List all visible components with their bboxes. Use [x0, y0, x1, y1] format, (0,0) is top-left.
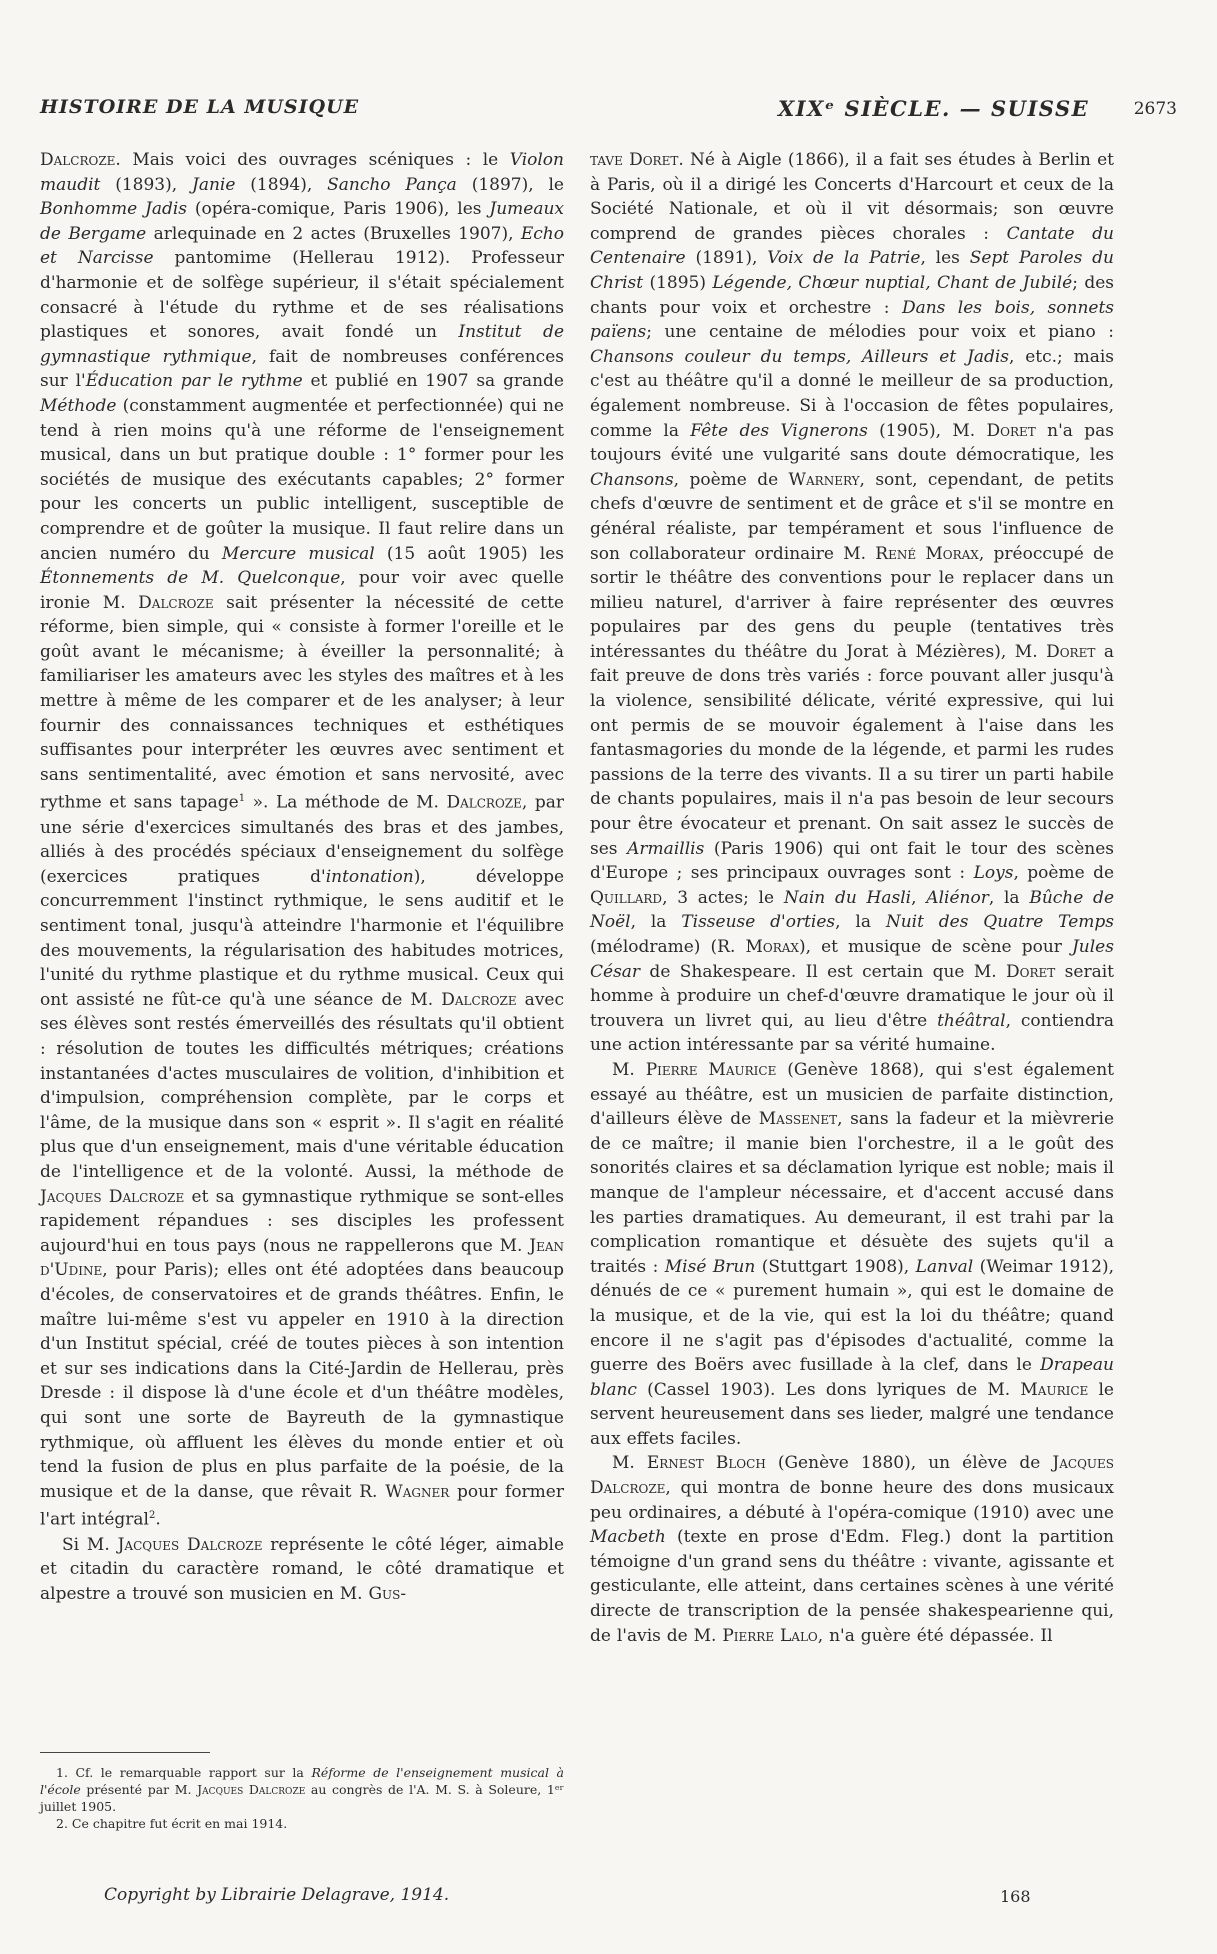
text-run: ; une centaine de mélodies pour voix et piano :	[646, 322, 1114, 343]
text-run: (1895)	[643, 272, 713, 293]
text-run: , la	[835, 912, 886, 933]
smallcaps-run: Doret	[1006, 961, 1056, 982]
text-run: (Genève 1868), qui s'est également essayé au théâtre, est un musicien de parfaite distinction, d'ailleurs élève de	[590, 1059, 1114, 1130]
smallcaps-run: Ernest Bloch	[646, 1453, 766, 1474]
italic-run: Armaillis	[627, 838, 705, 859]
header-book-title: HISTOIRE DE LA MUSIQUE	[40, 96, 360, 118]
smallcaps-run: Jacques Dalcroze	[590, 1453, 1115, 1499]
italic-run: Légende, Chœur nuptial, Chant de Jubilé	[712, 272, 1073, 293]
smallcaps-run: Dalcroze	[446, 793, 522, 814]
italic-run: Tisseuse d'orties	[681, 912, 836, 933]
text-run: ,	[911, 887, 927, 908]
text-run: (texte en prose d'Edm. Fleg.) dont la partition témoigne d'un grand sens du théâtre : vivante, agissante et gesticulante, elle atteint, dans certaines scènes à une vérité directe de transcription de la pensée shakespearienne qui, de l'avis de M.	[590, 1527, 1114, 1646]
italic-run: Jules César	[590, 937, 1114, 982]
text-run: et publié en 1907 sa grande	[302, 371, 564, 392]
italic-run: Cantate du Centenaire	[590, 223, 1114, 269]
text-run: (Stuttgart 1908),	[755, 1256, 916, 1277]
text-run: 1. Cf. le remarquable rapport sur la	[56, 1765, 312, 1780]
text-run: (Paris 1906) qui ont fait le tour des scènes d'Europe ; ses principaux ouvrages sont :	[590, 838, 1114, 884]
italic-run: Fête des Vignerons	[690, 420, 868, 441]
paragraph	[590, 1058, 1114, 1452]
smallcaps-run: Maurice	[1020, 1379, 1089, 1400]
text-run: , contiendra une action intéressante par sa vérité humaine.	[590, 1010, 1115, 1056]
text-run: (1897), le	[456, 174, 564, 195]
italic-run: intonation	[325, 866, 414, 887]
running-header	[40, 96, 1177, 130]
italic-run: Lanval	[915, 1256, 974, 1277]
italic-run: théâtral	[937, 1010, 1006, 1031]
text-run: (15 août 1905) les	[374, 543, 564, 564]
text-run: le servent heureusement dans ses lieder, malgré une tendance aux effets faciles.	[590, 1379, 1114, 1449]
text-run: , n'a guère été dépassée. Il	[817, 1625, 1053, 1646]
smallcaps-run: Doret	[986, 420, 1036, 441]
smallcaps-run: Jean d'Udine	[40, 1235, 564, 1281]
italic-run: Chansons	[590, 469, 674, 490]
text-run: (1894),	[235, 174, 328, 195]
paragraph	[590, 148, 1114, 1058]
text-run: (opéra-comique, Paris 1906), les	[187, 199, 490, 220]
text-run: présenté par M.	[80, 1782, 198, 1797]
italic-run: Nain du Hasli	[783, 887, 912, 908]
text-run: , la	[630, 912, 682, 933]
text-run: de Shakespeare. Il est certain que M.	[640, 961, 1007, 982]
italic-run: Misé Brun	[664, 1256, 756, 1277]
text-run: . Mais voici des ouvrages scéniques : le	[115, 150, 510, 170]
text-run: avec ses élèves sont restés émerveillés des résultats qu'il obtient : résolution de toutes les difficultés métriques; créations instantanées d'actes musculaires de volition, d'inhibition et d'impulsion, compréhension complète, par le corps et l'âme, de la musique dans son « esprit ». Il s'agit en réalité plus que d'un enseignement, mais d'une véritable éducation de l'intelligence et de la volonté. Aussi, la méthode de	[40, 989, 564, 1182]
text-run: , pour voir avec quelle ironie M.	[40, 568, 564, 613]
text-run: ; des chants pour voix et orchestre :	[590, 272, 1114, 318]
italic-run: Aliénor	[926, 887, 989, 908]
italic-run: Jumeaux de Bergame	[40, 199, 565, 244]
italic-run: Drapeau blanc	[590, 1355, 1114, 1400]
italic-run: Méthode	[40, 395, 117, 416]
header-page-number: 2673	[1133, 99, 1177, 119]
italic-run: Réforme de l'enseignement musical à l'école	[40, 1765, 564, 1797]
italic-run: Bûche de Noël	[590, 887, 1114, 933]
smallcaps-run: Warnery	[788, 469, 860, 490]
text-run: au congrès de l'A. M. S. à Soleure, 1ᵉʳ juillet 1905.	[40, 1782, 564, 1814]
header-section-title: XIXᵉ SIÈCLE. — SUISSE	[778, 96, 1090, 121]
text-run: ), développe concurremment l'instinct rythmique, le sens auditif et le sentiment tonal, jusqu'à atteindre l'harmonie et l'équilibre des mouvements, la régularisation des habitudes motrices, l'unité du rythme plastique et du rythme musical. Ceux qui ont assisté ne fût-ce qu'à une séance de M.	[40, 866, 565, 1010]
text-run: (1893),	[100, 174, 193, 195]
smallcaps-run: Quillard	[590, 887, 663, 908]
italic-run: Éducation par le rythme	[85, 371, 303, 392]
text-run: .	[155, 1509, 161, 1530]
text-run: ». La méthode de M.	[245, 793, 447, 814]
italic-run: Chansons couleur du temps, Ailleurs et Jadis	[590, 346, 1009, 367]
smallcaps-run: R. Morax	[717, 937, 799, 957]
text-run: 2. Ce chapitre fut écrit en mai 1914.	[56, 1816, 288, 1831]
text-run: Si M.	[62, 1534, 118, 1555]
text-run: , qui montra de bonne heure des dons musicaux peu ordinaires, a débuté à l'opéra-comique (1910) avec une	[590, 1478, 1114, 1523]
smallcaps-run: Pierre Maurice	[645, 1059, 777, 1080]
italic-run: Janie	[192, 174, 236, 195]
paragraph	[40, 148, 564, 1533]
right-column	[590, 148, 1114, 1648]
text-run: , etc.; mais c'est au théâtre qu'il a donné le meilleur de sa production, également nombreuse. Si à l'occasion de fêtes populaires, comme la	[590, 346, 1114, 441]
text-run: M.	[612, 1453, 647, 1474]
text-run: , fait de nombreuses conférences sur l'	[40, 346, 564, 392]
italic-run: Loys	[973, 863, 1014, 884]
footnotes	[40, 1764, 564, 1832]
paragraph	[590, 1451, 1114, 1648]
text-run: sait présenter la nécessité de cette réforme, bien simple, qui « consiste à former l'oreille et le goût avant le mécanisme; à éveiller la personnalité; à familiariser les amateurs avec les styles des maîtres et à les mettre à même de les comparer et de les analyser; à leur fournir des connaissances techniques et esthétiques suffisantes pour interpréter les œuvres avec sentiment et sans sentimentalité, avec émotion et sans nervosité, avec rythme et sans tapage	[40, 592, 564, 814]
text-run: M.	[612, 1059, 646, 1080]
footnote-ref: 2	[148, 1510, 156, 1522]
italic-run: Étonnements de M. Quelconque	[40, 568, 341, 589]
italic-run: Violon maudit	[40, 150, 564, 195]
smallcaps-run: Dalcroze	[138, 592, 214, 613]
text-run: (constamment augmentée et perfectionnée) qui ne tend à rien moins qu'à une réforme de l'enseignement musical, dans un but pratique double : 1° former pour les sociétés de musique des exécutants capables; 2° former pour les concerts un public intelligent, susceptible de comprendre et de goûter la musique. Il faut relire dans un ancien numéro du	[40, 395, 564, 564]
footnote-rule	[40, 1752, 210, 1753]
smallcaps-run: Dalcroze	[441, 989, 517, 1010]
italic-run: Sancho Pança	[327, 174, 457, 195]
smallcaps-run: Jacques Dalcroze	[197, 1782, 306, 1797]
text-run: représente le côté léger, aimable et citadin du caractère romand, le côté dramatique et alpestre a trouvé son musicien en M.	[40, 1534, 565, 1604]
text-run: ), et musique de scène pour	[798, 937, 1072, 957]
text-run: pour former l'art intégral	[40, 1481, 564, 1530]
smallcaps-run: Jacques Dalcroze	[40, 1186, 185, 1207]
italic-run: Echo et Narcisse	[40, 223, 564, 269]
italic-run: Macbeth	[590, 1527, 666, 1548]
italic-run: Mercure musical	[221, 543, 375, 564]
footnote-ref: 1	[238, 793, 246, 805]
footnote-2	[40, 1815, 564, 1832]
text-run: et sa gymnastique rythmique se sont-elles rapidement répandues : ses disciples les professent aujourd'hui en tous pays (nous ne rappellerons que M.	[40, 1186, 564, 1256]
text-run: , pour Paris); elles ont été adoptées dans beaucoup d'écoles, de conservatoires et de grands théâtres. Enfin, le maître lui-même s'est vu appeler en 1910 à la direction d'un Institut spécial, créé de toutes pièces à son intention et sur ses indications dans la Cité-Jardin de Hellerau, près Dresde : il dispose là d'une école et d'un théâtre modèles, qui sont une sorte de Bayreuth de la gymnastique rythmique, où affluent les élèves du monde entier et où tend la fusion de plus en plus parfaite de la poésie, de la musique et de la danse, que rêvait R.	[40, 1260, 564, 1502]
text-run: (1891),	[685, 248, 768, 269]
italic-run: Voix de la Patrie	[767, 248, 921, 269]
italic-run: Nuit des Quatre Temps	[885, 912, 1114, 933]
text-run: (Cassel 1903). Les dons lyriques de M.	[636, 1379, 1021, 1400]
smallcaps-run: tave Doret	[590, 150, 679, 170]
text-run: , les	[920, 248, 970, 269]
text-run: , poème de	[673, 469, 789, 490]
smallcaps-run: Jacques Dalcroze	[117, 1534, 263, 1555]
italic-run: Dans les bois, sonnets païens	[590, 297, 1115, 343]
smallcaps-run: Pierre Lalo	[722, 1625, 818, 1646]
text-run: , préoccupé de sortir le théâtre des conventions pour le replacer dans un milieu naturel, d'arriver à faire représenter des œuvres populaires par des gens du peuple (tentatives très intéressantes du théâtre du Jorat à Mézières), M.	[590, 543, 1114, 662]
text-run: (1905), M.	[867, 420, 987, 441]
smallcaps-run: Massenet	[758, 1109, 838, 1130]
text-run: serait homme à produire un chef-d'œuvre dramatique le jour où il trouvera un livret qui, au lieu d'être	[590, 961, 1115, 1031]
smallcaps-run: Dalcroze	[40, 150, 116, 170]
left-column	[40, 148, 564, 1606]
text-run: a fait preuve de dons très variés : force pouvant aller jusqu'à la violence, sensibilité délicate, vérité expressive, qui lui ont permis de se mouvoir également à l'aise dans les fantasmagories du monde de la légende, et parmi les rudes passions de la terre des vivants. Il a su tirer un parti habile de chants populaires, mais il n'a pas besoin de leur secours pour être évocateur et prenant. On sait assez le succès de ses	[590, 641, 1114, 859]
text-run: n'a pas toujours évité une vulgarité sans doute démocratique, les	[590, 420, 1114, 466]
copyright-line: Copyright by Librairie Delagrave, 1914.	[104, 1885, 450, 1905]
text-run: , 3 actes; le	[662, 887, 784, 908]
text-run: . Né à Aigle (1866), il a fait ses études à Berlin et à Paris, où il a dirigé les Concerts d'Harcourt et ceux de la Société Nationale, et où il vit désormais; son œuvre comprend de grandes pièces chorales :	[590, 150, 1114, 244]
text-run: (Genève 1880), un élève de	[765, 1453, 1053, 1474]
folio-number: 168	[1000, 1887, 1031, 1906]
smallcaps-run: Doret	[1046, 641, 1096, 662]
text-run: pantomime (Hellerau 1912). Professeur d'harmonie et de solfège supérieur, il s'était spécialement consacré à l'étude du rythme et de ses réalisations plastiques et sonores, avait fondé un	[40, 248, 564, 343]
smallcaps-run: Gus-	[368, 1583, 407, 1604]
text-run: , par une série d'exercices simultanés des bras et des jambes, alliés à des procédés spéciaux d'enseignement du solfège (exercices pratiques d'	[40, 793, 565, 887]
italic-run: Bonhomme Jadis	[40, 199, 188, 220]
text-run: , la	[988, 887, 1030, 908]
text-run: (mélodrame) (	[590, 937, 718, 957]
footnote-1	[40, 1764, 564, 1815]
text-run: , sont, cependant, de petits chefs d'œuvre de sentiment et de grâce et s'il se montre en général réaliste, par tempérament et sous l'influence de son collaborateur ordinaire M.	[590, 469, 1114, 564]
smallcaps-run: Wagner	[385, 1481, 450, 1502]
text-run: arlequinade en 2 actes (Bruxelles 1907),	[146, 223, 521, 244]
smallcaps-run: René Morax	[875, 543, 979, 564]
text-run: (Weimar 1912), dénués de ce « purement humain », qui est le domaine de la musique, et de la vie, qui est la loi du théâtre; quand encore il ne s'agit pas d'épisodes d'actualité, comme la guerre des Boërs avec fusillade à la clef, dans le	[590, 1256, 1114, 1376]
italic-run: Institut de gymnastique rythmique	[40, 322, 565, 367]
paragraph	[40, 1533, 564, 1607]
text-run: , sans la fadeur et la mièvrerie de ce maître; il manie bien l'orchestre, il a le goût des sonorités claires et sa déclamation lyrique est noble; mais il manque de l'ampleur nécessaire, et d'accent accusé dans les parties dramatiques. Au demeurant, il est trahi par la complication romantique et désuète des sujets qu'il a traités :	[590, 1109, 1114, 1277]
text-run: , poème de	[1013, 863, 1115, 884]
italic-run: Sept Paroles du Christ	[590, 248, 1115, 293]
